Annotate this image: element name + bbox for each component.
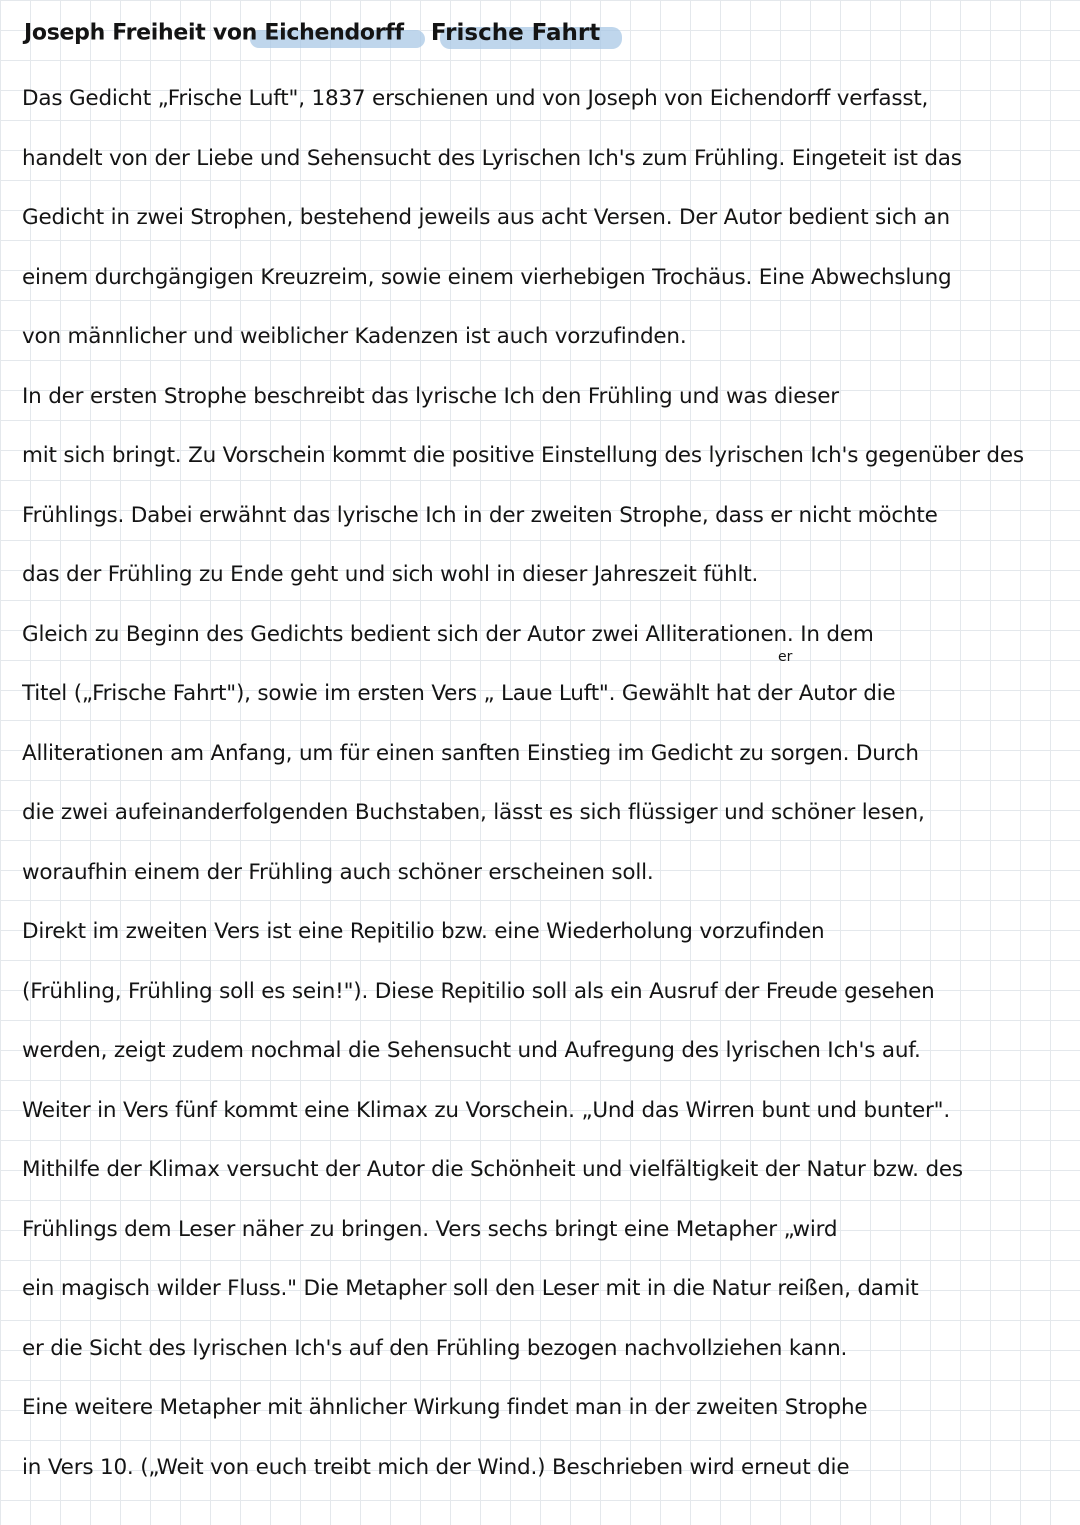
text-line: In der ersten Strophe beschreibt das lyrische Ich den Frühling und was dieser [22, 384, 839, 409]
text-line: von männlicher und weiblicher Kadenzen ist auch vorzufinden. [22, 324, 687, 349]
text-line: er die Sicht des lyrischen Ich's auf den Frühling bezogen nachvollziehen kann. [22, 1336, 848, 1361]
text-line: die zwei aufeinanderfolgenden Buchstaben, lässt es sich flüssiger und schöner lesen, [22, 800, 925, 825]
text-line: (Frühling, Frühling soll es sein!"). Diese Repitilio soll als ein Ausruf der Freude gesehen [22, 979, 935, 1004]
text-line: Titel („Frische Fahrt"), sowie im ersten Vers „ Laue Luft". Gewählt hat der Autor die [22, 681, 896, 706]
text-line: Gleich zu Beginn des Gedichts bedient sich der Autor zwei Alliterationen. In dem [22, 622, 874, 647]
author-name: Joseph Freiheit von Eichendorff [24, 20, 404, 46]
text-line: Weiter in Vers fünf kommt eine Klimax zu Vorschein. „Und das Wirren bunt und bunter". [22, 1098, 950, 1123]
handwritten-correction: er [778, 649, 793, 665]
text-line: ein magisch wilder Fluss." Die Metapher soll den Leser mit in die Natur reißen, damit [22, 1276, 919, 1301]
poem-title: Frische Fahrt [430, 20, 601, 46]
page-title [24, 20, 600, 56]
text-line: Gedicht in zwei Strophen, bestehend jeweils aus acht Versen. Der Autor bedient sich an [22, 205, 950, 230]
text-line: das der Frühling zu Ende geht und sich wohl in dieser Jahreszeit fühlt. [22, 562, 759, 587]
text-line: Mithilfe der Klimax versucht der Autor die Schönheit und vielfältigkeit der Natur bzw. des [22, 1157, 963, 1182]
text-line: Direkt im zweiten Vers ist eine Repitilio bzw. eine Wiederholung vorzufinden [22, 919, 825, 944]
text-line: werden, zeigt zudem nochmal die Sehensucht und Aufregung des lyrischen Ich's auf. [22, 1038, 921, 1063]
text-line: Eine weitere Metapher mit ähnlicher Wirkung findet man in der zweiten Strophe [22, 1395, 868, 1420]
text-line: in Vers 10. („Weit von euch treibt mich der Wind.) Beschrieben wird erneut die [22, 1455, 850, 1480]
text-line: mit sich bringt. Zu Vorschein kommt die positive Einstellung des lyrischen Ich's gegenüber des [22, 443, 1024, 468]
text-line: einem durchgängigen Kreuzreim, sowie einem vierhebigen Trochäus. Eine Abwechslung [22, 265, 952, 290]
text-line: Frühlings dem Leser näher zu bringen. Vers sechs bringt eine Metapher „wird [22, 1217, 838, 1242]
text-line: Alliterationen am Anfang, um für einen sanften Einstieg im Gedicht zu sorgen. Durch [22, 741, 919, 766]
text-line: woraufhin einem der Frühling auch schöner erscheinen soll. [22, 860, 654, 885]
text-line: Frühlings. Dabei erwähnt das lyrische Ich in der zweiten Strophe, dass er nicht möchte [22, 503, 938, 528]
text-line: Das Gedicht „Frische Luft", 1837 erschienen und von Joseph von Eichendorff verfasst, [22, 86, 929, 111]
text-line: handelt von der Liebe und Sehensucht des Lyrischen Ich's zum Frühling. Eingeteit ist das [22, 146, 962, 171]
